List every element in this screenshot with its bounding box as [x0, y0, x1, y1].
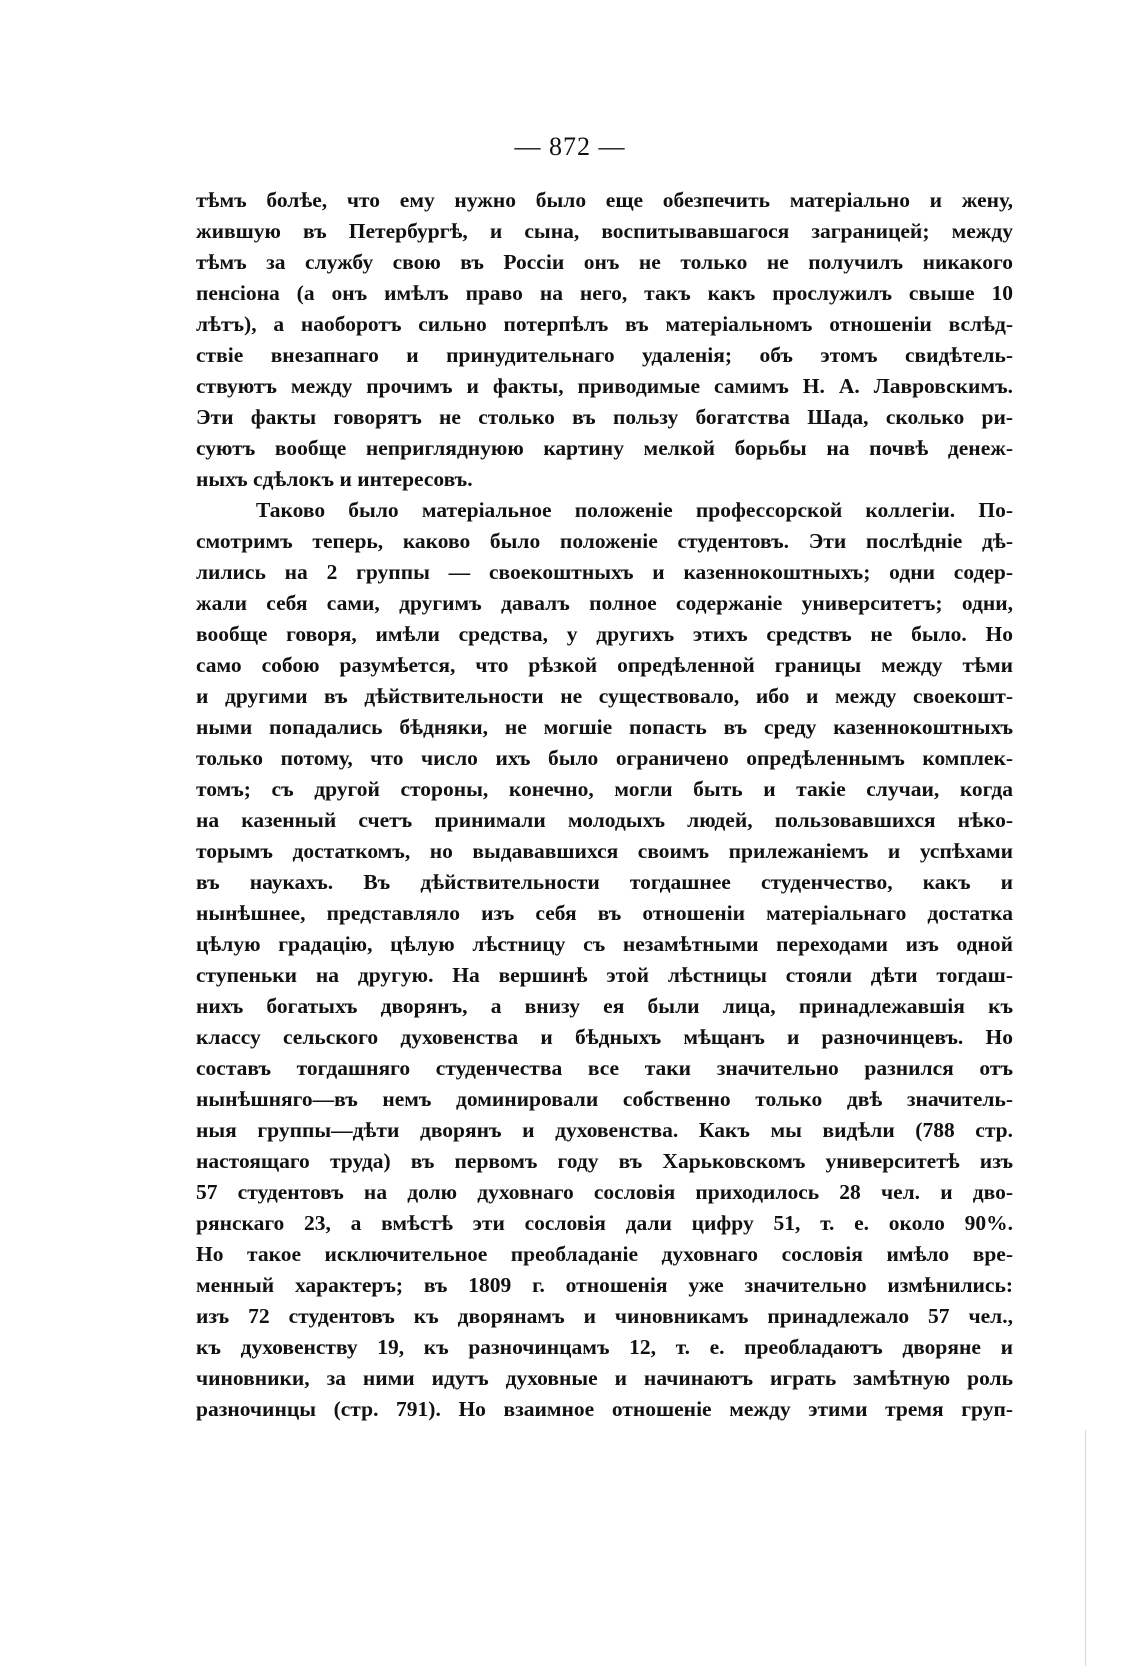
- text-line: Таково было матеріальное положеніе профессорской коллегіи. По-: [256, 498, 1013, 522]
- text-line: лились на 2 группы — своекоштныхъ и казеннокоштныхъ; одни содер-: [196, 560, 1013, 584]
- text-line: торымъ достаткомъ, но выдававшихся своимъ прилежаніемъ и успѣхами: [196, 839, 1013, 863]
- text-line: смотримъ теперь, каково было положеніе студентовъ. Эти послѣдніе дѣ-: [196, 529, 1013, 553]
- text-line: составъ тогдашняго студенчества все таки значительно разнился отъ: [196, 1056, 1013, 1080]
- scan-edge-line: [1085, 1430, 1086, 1666]
- text-line: къ духовенству 19, къ разночинцамъ 12, т. е. преобладаютъ дворяне и: [196, 1335, 1013, 1359]
- text-line: чиновники, за ними идутъ духовные и начинаютъ играть замѣтную роль: [196, 1366, 1013, 1390]
- text-line: томъ; съ другой стороны, конечно, могли быть и такіе случаи, когда: [196, 777, 1013, 801]
- page-number: — 872 —: [514, 132, 626, 161]
- text-line: цѣлую градацію, цѣлую лѣстницу съ незамѣтными переходами изъ одной: [196, 932, 1013, 956]
- text-line: нынѣшнее, представляло изъ себя въ отношеніи матеріальнаго достатка: [196, 901, 1013, 925]
- text-line: вообще говоря, имѣли средства, у другихъ этихъ средствъ не было. Но: [196, 622, 1013, 646]
- text-line: только потому, что число ихъ было ограничено опредѣленнымъ комплек-: [196, 746, 1013, 770]
- text-line: само собою разумѣется, что рѣзкой опредѣленной границы между тѣми: [196, 653, 1013, 677]
- text-line: ныхъ сдѣлокъ и интересовъ.: [196, 467, 473, 491]
- body-text: [196, 185, 1013, 1425]
- text-line: въ наукахъ. Въ дѣйствительности тогдашнее студенчество, какъ и: [196, 870, 1013, 894]
- text-line: суютъ вообще непригляднуюю картину мелкой борьбы на почвѣ денеж-: [196, 436, 1013, 460]
- text-line: жали себя сами, другимъ давалъ полное содержаніе университетъ; одни,: [196, 591, 1013, 615]
- text-line: Но такое исключительное преобладаніе духовнаго сословія имѣло вре-: [196, 1242, 1013, 1266]
- text-line: изъ 72 студентовъ къ дворянамъ и чиновникамъ принадлежало 57 чел.,: [196, 1304, 1013, 1328]
- text-line: классу сельского духовенства и бѣдныхъ мѣщанъ и разночинцевъ. Но: [196, 1025, 1013, 1049]
- text-line: менный характеръ; въ 1809 г. отношенія уже значительно измѣнились:: [196, 1273, 1013, 1297]
- paragraph-1: [196, 185, 1013, 495]
- text-line: тѣмъ за службу свою въ Россіи онъ не только не получилъ никакого: [196, 250, 1013, 274]
- text-line: ствуютъ между прочимъ и факты, приводимые самимъ Н. А. Лавровскимъ.: [196, 374, 1013, 398]
- text-line: разночинцы (стр. 791). Но взаимное отношеніе между этими тремя груп-: [196, 1397, 1013, 1421]
- text-line: рянскаго 23, а вмѣстѣ эти сословія дали цифру 51, т. е. около 90%.: [196, 1211, 1013, 1235]
- text-line: жившую въ Петербургѣ, и сына, воспитывавшагося заграницей; между: [196, 219, 1013, 243]
- text-line: ныя группы—дѣти дворянъ и духовенства. Какъ мы видѣли (788 стр.: [196, 1118, 1013, 1142]
- text-line: ступеньки на другую. На вершинѣ этой лѣстницы стояли дѣти тогдаш-: [196, 963, 1013, 987]
- text-line: Эти факты говорятъ не столько въ пользу богатства Шада, сколько ри-: [196, 405, 1013, 429]
- paragraph-2: [196, 495, 1013, 1425]
- text-line: нихъ богатыхъ дворянъ, а внизу ея были лица, принадлежавшія къ: [196, 994, 1013, 1018]
- text-line: 57 студентовъ на долю духовнаго сословія приходилось 28 чел. и дво-: [196, 1180, 1013, 1204]
- text-line: настоящаго труда) въ первомъ году въ Харьковскомъ университетѣ изъ: [196, 1149, 1013, 1173]
- text-line: ными попадались бѣдняки, не могшіе попасть въ среду казеннокоштныхъ: [196, 715, 1013, 739]
- text-line: и другими въ дѣйствительности не существовало, ибо и между своекошт-: [196, 684, 1013, 708]
- text-line: лѣтъ), а наоборотъ сильно потерпѣлъ въ матеріальномъ отношеніи вслѣд-: [196, 312, 1013, 336]
- text-line: тѣмъ болѣе, что ему нужно было еще обезпечить матеріально и жену,: [196, 188, 1013, 212]
- text-line: на казенный счетъ принимали молодыхъ людей, пользовавшихся нѣко-: [196, 808, 1013, 832]
- text-line: ствіе внезапнаго и принудительнаго удаленія; объ этомъ свидѣтель-: [196, 343, 1013, 367]
- text-line: нынѣшняго—въ немъ доминировали собственно только двѣ значитель-: [196, 1087, 1013, 1111]
- text-line: пенсіона (а онъ имѣлъ право на него, такъ какъ прослужилъ свыше 10: [196, 281, 1013, 305]
